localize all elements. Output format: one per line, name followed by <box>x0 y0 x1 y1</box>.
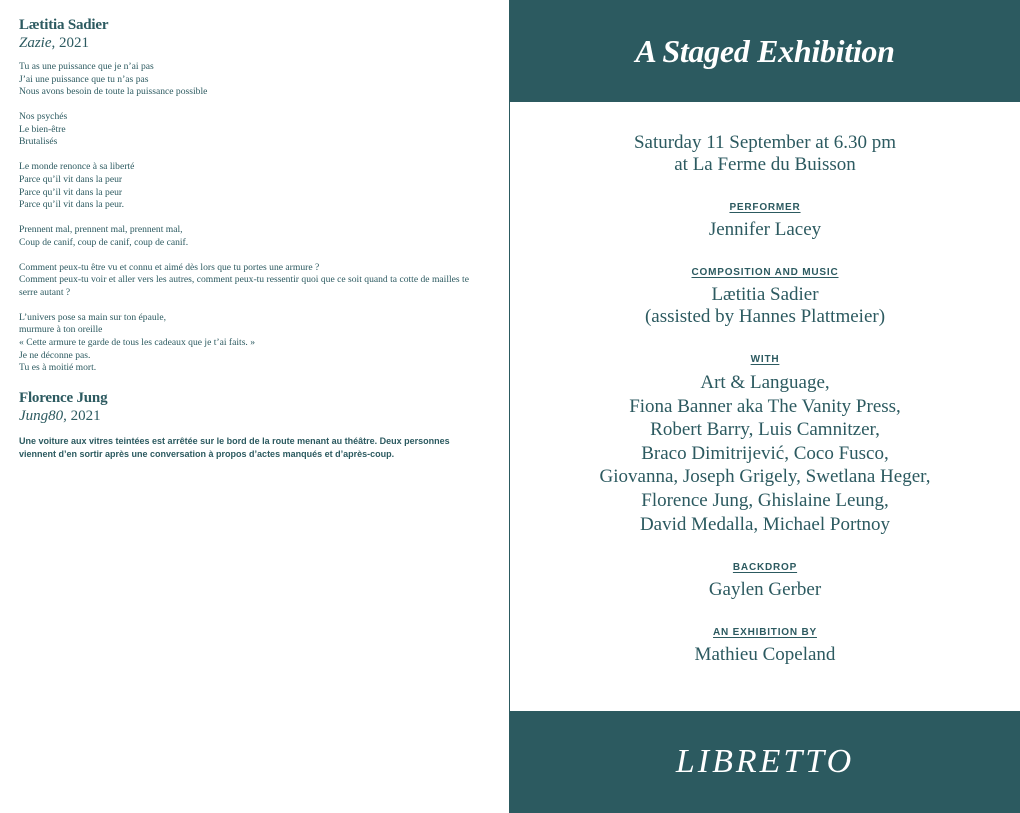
curator-name: Mathieu Copeland <box>694 644 836 666</box>
backdrop-artist: Gaylen Gerber <box>708 579 822 601</box>
work-synopsis: Une voiture aux vitres teintées est arrêtée sur le bord de la route menant au théâtre. Deux personnes viennent d’en sortir après une conversation à propos d’actes manqués et d’après-coup. <box>19 435 450 459</box>
poem-line: Tu as une puissance que je n’ai pas <box>19 61 154 72</box>
poem-line: « Cette armure te garde de tous les cadeaux que je t’ai faits. » <box>19 337 256 349</box>
poem-text <box>19 61 489 375</box>
poem-line: murmure à ton oreille <box>19 324 103 336</box>
poem-line: Le bien-être <box>19 123 66 135</box>
libretto-cover-page <box>510 0 1020 813</box>
with-line: Giovanna, Joseph Grigely, Swetlana Heger, <box>599 466 931 488</box>
composer-name: Lætitia Sadier <box>711 284 819 305</box>
credits-block <box>510 132 1020 666</box>
composer-note: (assisted by Hannes Plattmeier) <box>644 306 886 327</box>
poem-line: L’univers pose sa main sur ton épaule, <box>19 311 166 323</box>
poem-stanza <box>19 312 489 375</box>
with-line: Braco Dimitrijević, Coco Fusco, <box>641 442 889 464</box>
poem-stanza <box>19 111 489 149</box>
footer-band <box>510 711 1020 813</box>
poem-line: Coup de canif, coup de canif, coup de canif. <box>19 236 189 248</box>
poem-line: Parce qu’il vit dans la peur <box>19 173 123 185</box>
poem-line: Parce qu’il vit dans la peur. <box>19 199 124 211</box>
artist-entry-sadier <box>19 16 489 375</box>
poem-line: Comment peux-tu être vu et connu et aimé dès lors que tu portes une armure ? <box>19 261 320 273</box>
poem-line: Prennent mal, prennent mal, prennent mal, <box>19 224 183 236</box>
work-year: , 2021 <box>51 35 90 51</box>
title-band <box>510 0 1020 102</box>
poem-line: Nous avons besoin de toute la puissance possible <box>19 86 208 98</box>
work-title-line <box>19 407 489 425</box>
work-title: Jung80 <box>19 407 64 424</box>
poem-line: Nos psychés <box>19 111 68 123</box>
with-line: Fiona Banner aka The Vanity Press, <box>629 395 901 417</box>
artist-entry-jung <box>19 389 489 461</box>
poem-line: Parce qu’il vit dans la peur <box>19 186 123 198</box>
poem-line: Tu es à moitié mort. <box>19 362 97 374</box>
work-year: , 2021 <box>63 407 101 424</box>
work-title: Zazie <box>19 35 52 51</box>
with-list <box>510 371 1020 536</box>
poem-line: J’ai une puissance que tu n’as pas <box>19 73 149 85</box>
with-line: Art & Language, <box>700 372 830 393</box>
performer-label: PERFORMER <box>729 202 801 213</box>
performer-name: Jennifer Lacey <box>708 219 822 240</box>
with-line: Florence Jung, Ghislaine Leung, <box>641 489 889 511</box>
libretto-footer: LIBRETTO <box>675 743 855 780</box>
event-venue: at La Ferme du Buisson <box>674 154 856 175</box>
with-line: Robert Barry, Luis Camnitzer, <box>650 419 880 441</box>
composition-label: COMPOSITION AND MUSIC <box>691 267 839 278</box>
exhibition-by-label: AN EXHIBITION BY <box>713 627 817 639</box>
poem-stanza <box>19 224 489 249</box>
with-label: WITH <box>750 354 780 365</box>
poem-stanza <box>19 262 489 300</box>
poem-line: Le monde renonce à sa liberté <box>19 161 135 173</box>
artist-name: Lætitia Sadier <box>19 17 109 33</box>
event-date: Saturday 11 September at 6.30 pm <box>633 132 897 153</box>
poem-stanza <box>19 61 489 99</box>
with-line: David Medalla, Michael Portnoy <box>639 513 891 535</box>
page-title: A Staged Exhibition <box>635 32 895 69</box>
poem-line: Brutalisés <box>19 136 58 148</box>
libretto-left-page <box>0 0 509 813</box>
artist-name: Florence Jung <box>19 389 108 406</box>
work-title-line <box>19 34 489 52</box>
poem-line: Comment peux-tu voir et aller vers les autres, comment peux-tu ressentir quoi que ce soit quand ta cotte de mailles te serre autant ? <box>19 274 469 298</box>
backdrop-label: BACKDROP <box>732 562 798 574</box>
poem-stanza <box>19 161 489 211</box>
poem-line: Je ne déconne pas. <box>19 349 91 361</box>
